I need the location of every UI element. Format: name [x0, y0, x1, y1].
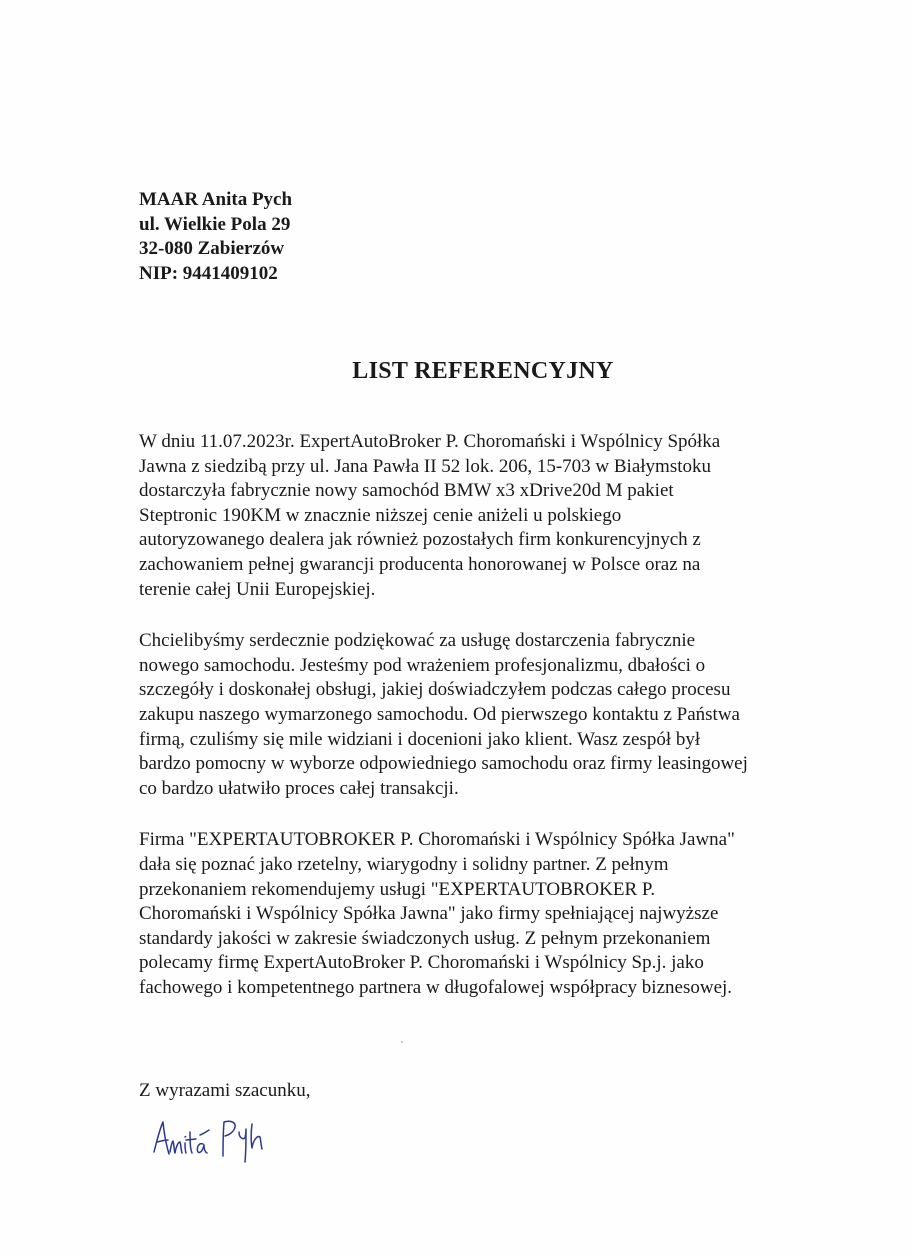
paragraph-line: Jawna z siedzibą przy ul. Jana Pawła II 52 lok. 206, 15-703 w Białymstoku: [139, 455, 711, 477]
paragraph-recommendation: [139, 828, 839, 1000]
paragraph-line: fachowego i kompetentnego partnera w długofalowej współpracy biznesowej.: [139, 976, 733, 998]
paragraph-line: nowego samochodu. Jesteśmy pod wrażeniem profesjonalizmu, dbałości o: [139, 654, 706, 676]
paragraph-line: standardy jakości w zakresie świadczonych usług. Z pełnym przekonaniem: [139, 927, 711, 949]
paragraph-line: zakupu naszego wymarzonego samochodu. Od pierwszego kontaktu z Państwa: [139, 703, 740, 725]
paragraph-line: polecamy firmę ExpertAutoBroker P. Choromański i Wspólnicy Sp.j. jako: [139, 952, 704, 974]
paragraph-delivery: [139, 430, 839, 602]
paragraph-line: terenie całej Unii Europejskiej.: [139, 578, 376, 600]
letter-title: LIST REFERENCYJNY: [352, 358, 614, 384]
sender-street: ul. Wielkie Pola 29: [139, 213, 291, 235]
signature-drawing: [148, 1110, 288, 1170]
letter-body: [139, 430, 839, 1027]
paragraph-line: W dniu 11.07.2023r. ExpertAutoBroker P. Choromański i Wspólnicy Spółka: [139, 431, 721, 452]
paragraph-line: Choromański i Wspólnicy Spółka Jawna" jako firmy spełniającej najwyższe: [139, 903, 719, 925]
closing-salutation: Z wyrazami szacunku,: [139, 1080, 311, 1101]
paragraph-line: Firma "EXPERTAUTOBROKER P. Choromański i Wspólnicy Spółka Jawna": [139, 829, 735, 851]
paragraph-thanks: [139, 629, 839, 801]
sender-city: 32-080 Zabierzów: [139, 238, 285, 259]
paragraph-line: firmą, czuliśmy się mile widziani i docenioni jako klient. Wasz zespół był: [139, 728, 701, 750]
sender-name: MAAR Anita Pych: [139, 189, 293, 210]
paragraph-line: przekonaniem rekomendujemy usługi "EXPERTAUTOBROKER P.: [139, 878, 656, 900]
paragraph-line: szczegóły i doskonałej obsługi, jakiej doświadczyłem podczas całego procesu: [139, 679, 731, 701]
paragraph-line: co bardzo ułatwiło proces całej transakcji.: [139, 777, 459, 799]
paragraph-line: Steptronic 190KM w znacznie niższej cenie aniżeli u polskiego: [139, 504, 622, 526]
paragraph-line: dostarczyła fabrycznie nowy samochód BMW x3 xDrive20d M pakiet: [139, 480, 674, 502]
handwritten-signature: [148, 1110, 288, 1170]
paragraph-line: zachowaniem pełnej gwarancji producenta honorowanej w Polsce oraz na: [139, 553, 701, 575]
paragraph-line: autoryzowanego dealera jak również pozostałych firm konkurencyjnych z: [139, 529, 701, 551]
paragraph-line: Chcielibyśmy serdecznie podziękować za usługę dostarczenia fabrycznie: [139, 630, 696, 652]
paragraph-line: dała się poznać jako rzetelny, wiarygodny i solidny partner. Z pełnym: [139, 853, 669, 875]
sender-address-block: [139, 188, 292, 286]
scan-speck: [401, 1041, 403, 1043]
paragraph-line: bardzo pomocny w wyborze odpowiedniego samochodu oraz firmy leasingowej: [139, 753, 748, 775]
sender-nip: NIP: 9441409102: [139, 262, 278, 284]
